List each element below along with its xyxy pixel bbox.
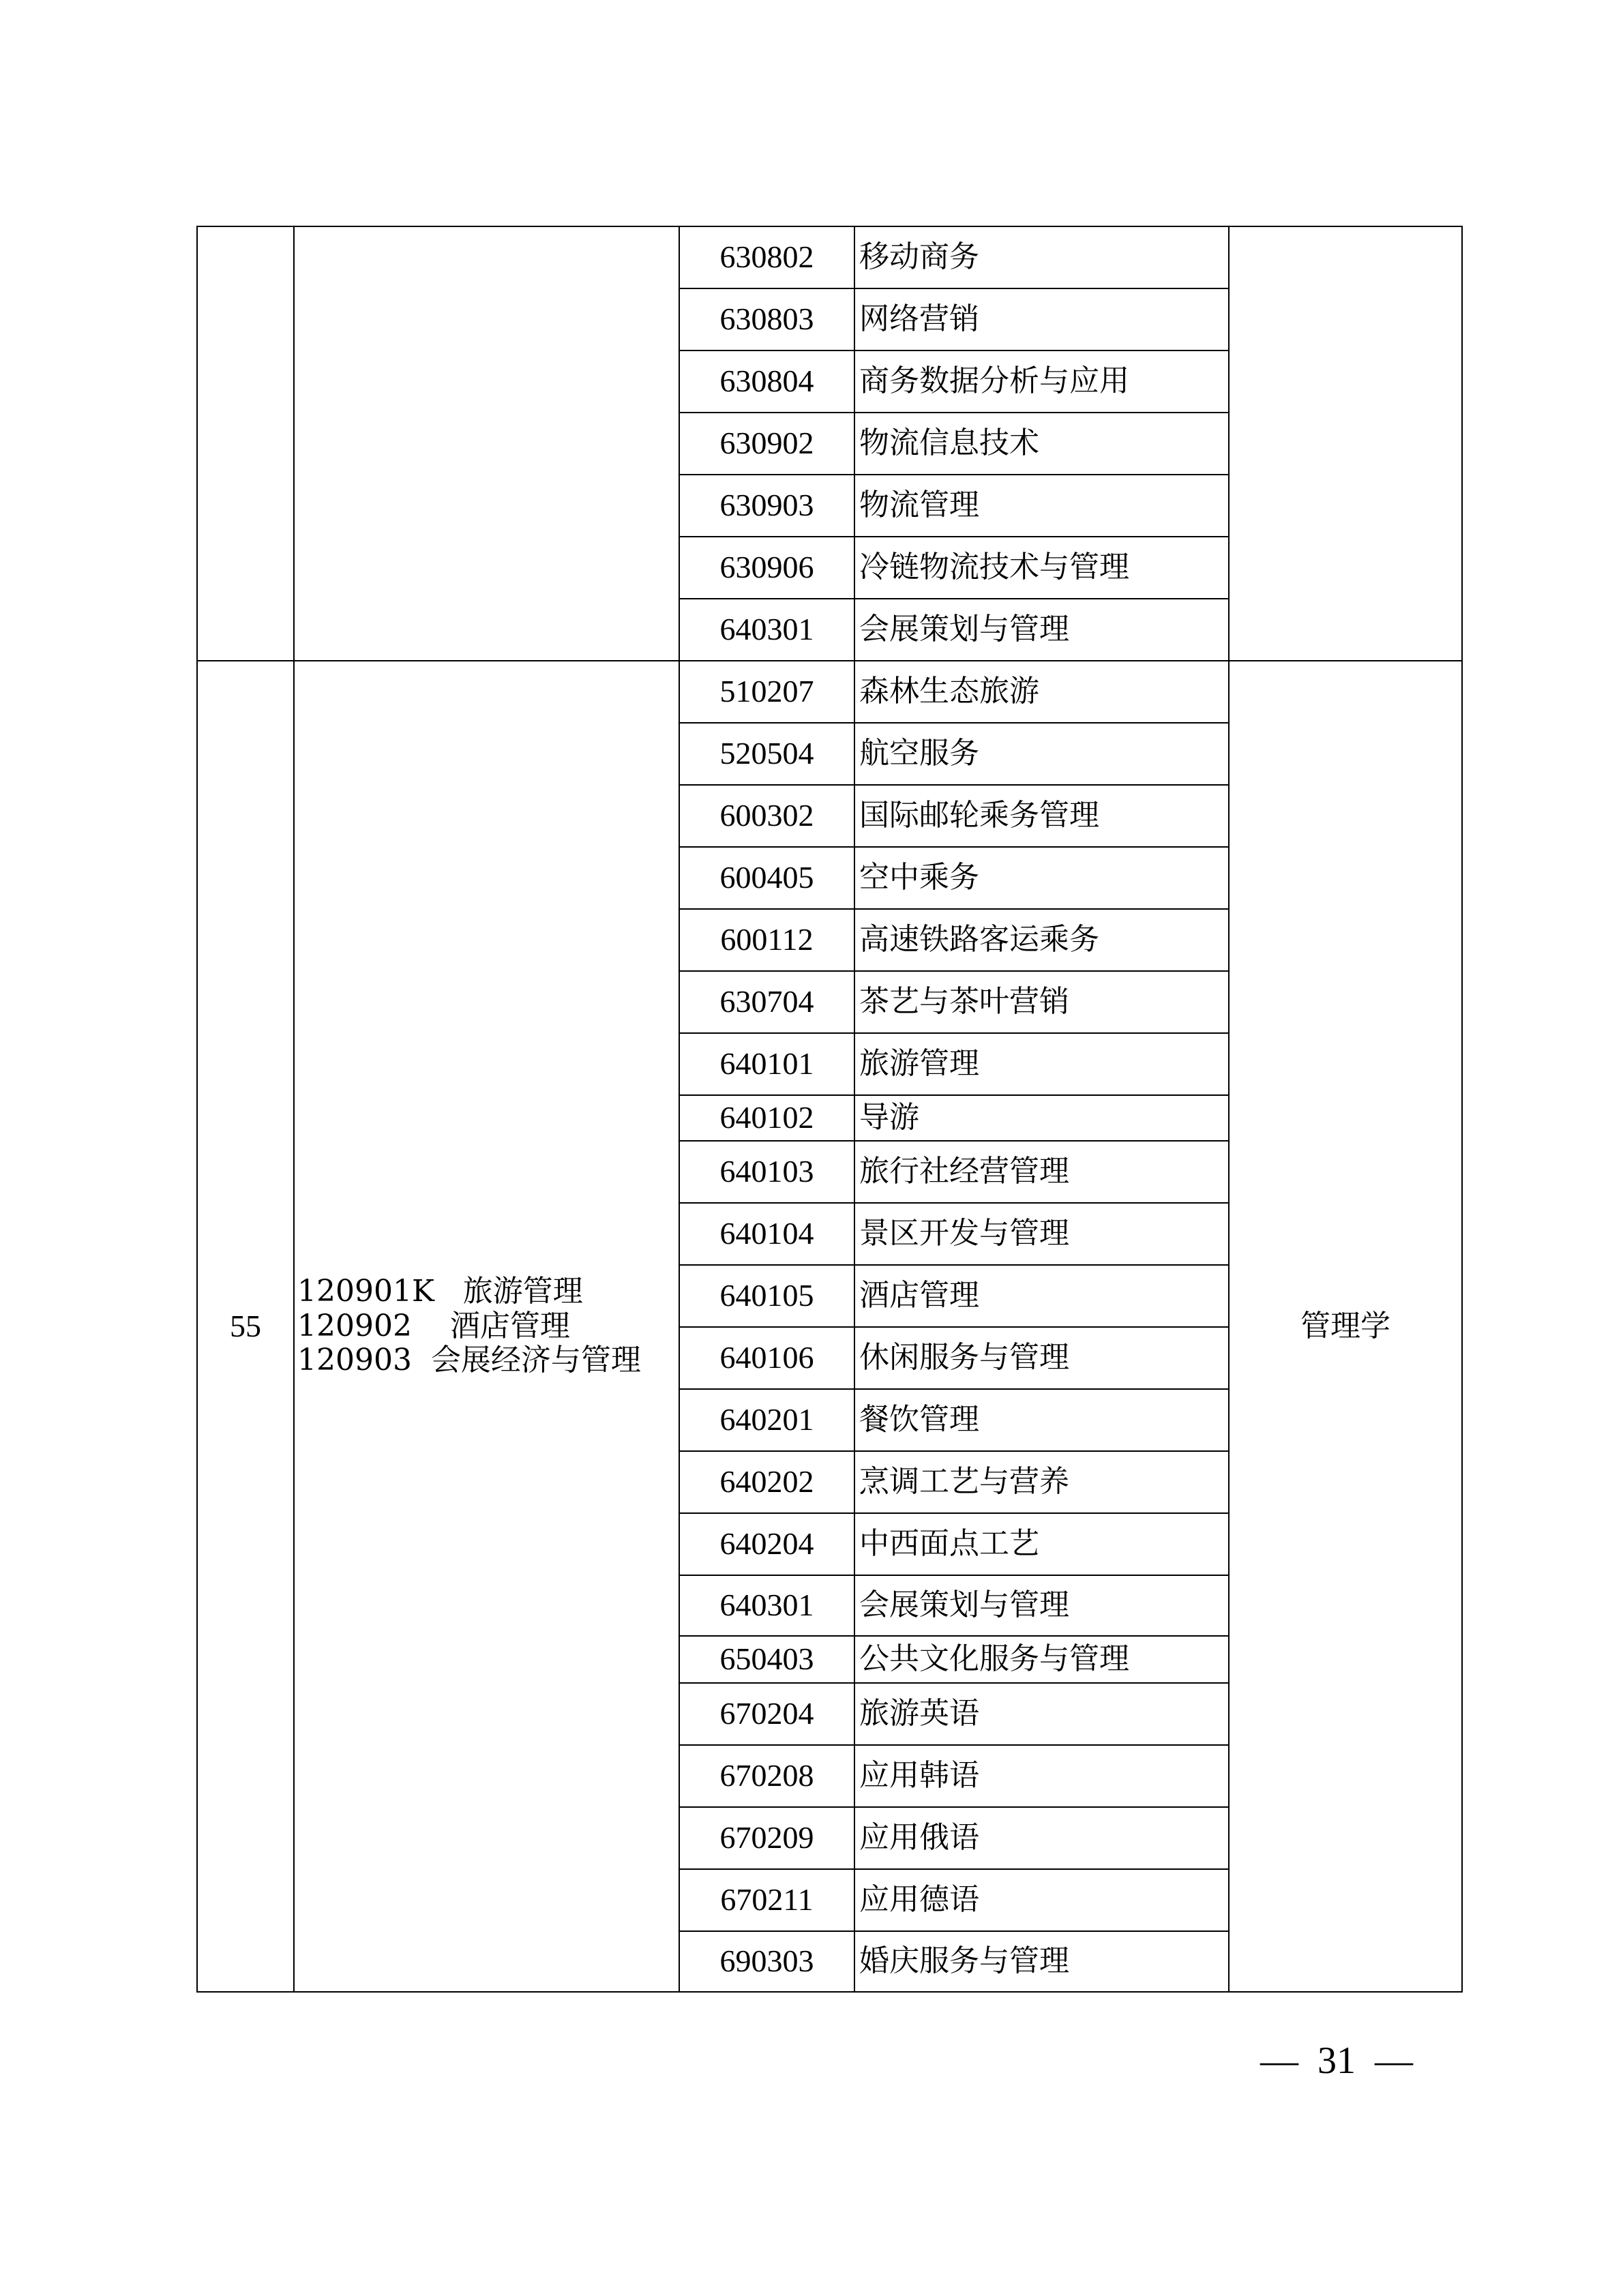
vocational-major-cell: 商务数据分析与应用 xyxy=(854,351,1229,413)
undergrad-programs-cell xyxy=(294,661,679,1992)
vocational-major-cell: 物流管理 xyxy=(854,475,1229,537)
vocational-code-cell: 670208 xyxy=(679,1745,854,1807)
vocational-code-cell: 640103 xyxy=(679,1141,854,1203)
vocational-major-cell: 移动商务 xyxy=(854,226,1229,288)
vocational-code-cell: 520504 xyxy=(679,723,854,785)
vocational-major-cell: 应用韩语 xyxy=(854,1745,1229,1807)
vocational-major-cell: 网络营销 xyxy=(854,288,1229,351)
vocational-major-cell: 航空服务 xyxy=(854,723,1229,785)
vocational-code-cell: 670209 xyxy=(679,1807,854,1869)
vocational-major-cell: 物流信息技术 xyxy=(854,413,1229,475)
undergrad-program: 120903 会展经济与管理 xyxy=(297,1343,641,1378)
vocational-code-cell: 630704 xyxy=(679,971,854,1033)
vocational-code-cell: 690303 xyxy=(679,1931,854,1992)
vocational-major-cell: 会展策划与管理 xyxy=(854,599,1229,661)
page-number: — 31 — xyxy=(1260,2040,1413,2082)
table-row xyxy=(197,226,1462,288)
vocational-major-cell: 旅游管理 xyxy=(854,1033,1229,1095)
undergrad-programs-cell xyxy=(294,226,679,661)
degree-cell xyxy=(1229,226,1462,661)
index-cell xyxy=(197,226,294,661)
vocational-code-cell: 650403 xyxy=(679,1636,854,1683)
vocational-major-cell: 森林生态旅游 xyxy=(854,661,1229,723)
vocational-code-cell: 640204 xyxy=(679,1513,854,1575)
vocational-code-cell: 640104 xyxy=(679,1203,854,1265)
vocational-major-cell: 餐饮管理 xyxy=(854,1389,1229,1451)
vocational-major-cell: 公共文化服务与管理 xyxy=(854,1636,1229,1683)
vocational-major-cell: 旅游英语 xyxy=(854,1683,1229,1745)
vocational-code-cell: 630903 xyxy=(679,475,854,537)
vocational-major-cell: 旅行社经营管理 xyxy=(854,1141,1229,1203)
table-row xyxy=(197,661,1462,723)
vocational-major-cell: 会展策划与管理 xyxy=(854,1575,1229,1636)
vocational-major-cell: 烹调工艺与营养 xyxy=(854,1451,1229,1513)
vocational-major-cell: 酒店管理 xyxy=(854,1265,1229,1327)
index-cell xyxy=(197,661,294,1992)
vocational-major-cell: 应用俄语 xyxy=(854,1807,1229,1869)
vocational-major-cell: 景区开发与管理 xyxy=(854,1203,1229,1265)
vocational-code-cell: 640101 xyxy=(679,1033,854,1095)
vocational-code-cell: 630804 xyxy=(679,351,854,413)
vocational-code-cell: 630803 xyxy=(679,288,854,351)
vocational-code-cell: 630802 xyxy=(679,226,854,288)
vocational-code-cell: 600302 xyxy=(679,785,854,847)
vocational-code-cell: 640201 xyxy=(679,1389,854,1451)
vocational-major-cell: 休闲服务与管理 xyxy=(854,1327,1229,1389)
vocational-code-cell: 630906 xyxy=(679,537,854,599)
vocational-code-cell: 640102 xyxy=(679,1095,854,1141)
vocational-major-cell: 高速铁路客运乘务 xyxy=(854,909,1229,971)
majors-table xyxy=(196,226,1463,1993)
row-number: 55 xyxy=(230,1308,261,1343)
undergrad-program: 120901K 旅游管理 xyxy=(297,1274,583,1309)
undergrad-program: 120902 酒店管理 xyxy=(297,1308,570,1343)
vocational-code-cell: 510207 xyxy=(679,661,854,723)
vocational-major-cell: 婚庆服务与管理 xyxy=(854,1931,1229,1992)
vocational-major-cell: 空中乘务 xyxy=(854,847,1229,909)
vocational-code-cell: 670204 xyxy=(679,1683,854,1745)
vocational-code-cell: 640106 xyxy=(679,1327,854,1389)
degree-cell: 管理学 xyxy=(1229,661,1462,1992)
vocational-major-cell: 国际邮轮乘务管理 xyxy=(854,785,1229,847)
vocational-major-cell: 导游 xyxy=(854,1095,1229,1141)
vocational-major-cell: 应用德语 xyxy=(854,1869,1229,1931)
vocational-major-cell: 冷链物流技术与管理 xyxy=(854,537,1229,599)
vocational-code-cell: 640301 xyxy=(679,1575,854,1636)
vocational-code-cell: 630902 xyxy=(679,413,854,475)
vocational-code-cell: 640301 xyxy=(679,599,854,661)
vocational-code-cell: 670211 xyxy=(679,1869,854,1931)
vocational-code-cell: 600112 xyxy=(679,909,854,971)
vocational-code-cell: 640105 xyxy=(679,1265,854,1327)
vocational-major-cell: 茶艺与茶叶营销 xyxy=(854,971,1229,1033)
vocational-code-cell: 600405 xyxy=(679,847,854,909)
vocational-code-cell: 640202 xyxy=(679,1451,854,1513)
vocational-major-cell: 中西面点工艺 xyxy=(854,1513,1229,1575)
